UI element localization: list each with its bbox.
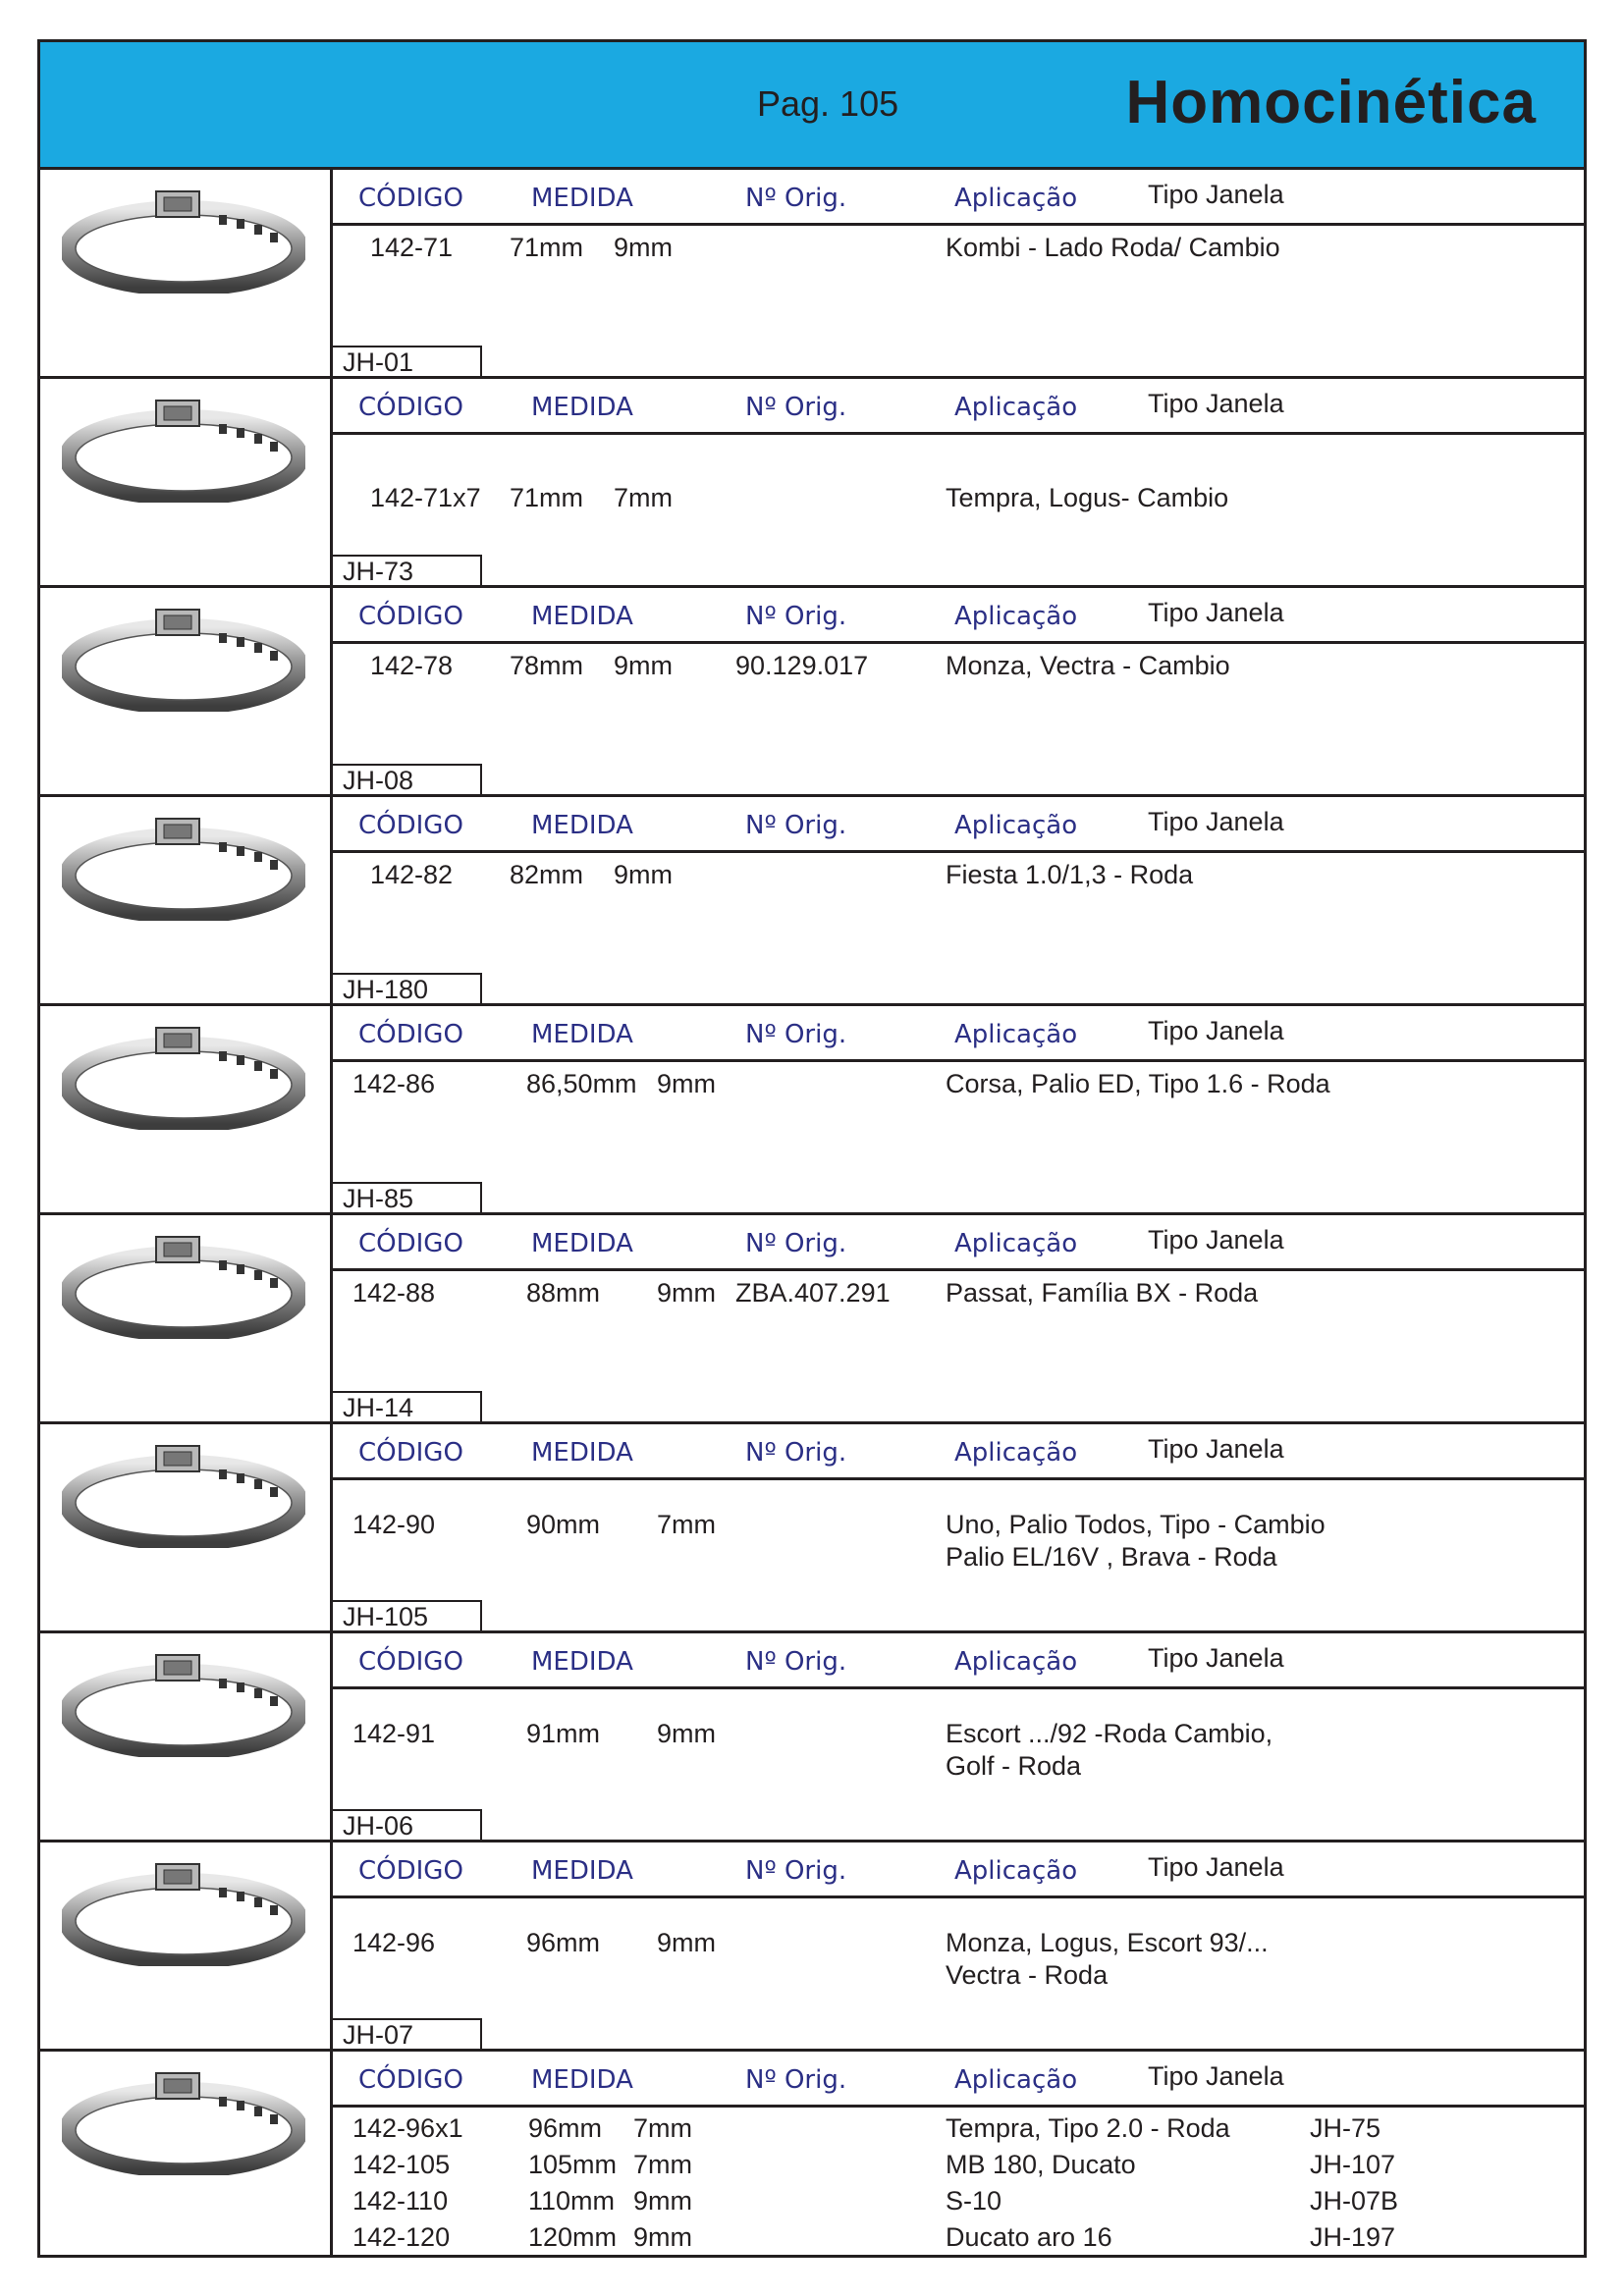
aplicacao-value: Corsa, Palio ED, Tipo 1.6 - Roda <box>946 1069 1330 1098</box>
column-orig: Nº Orig. <box>745 1856 847 1886</box>
codigo-value: 142-120 <box>352 2222 451 2252</box>
column-medida: MEDIDA <box>531 2065 633 2095</box>
codigo-value: 142-71x7 <box>370 483 481 512</box>
column-orig: Nº Orig. <box>745 184 847 213</box>
column-tipo-janela: Tipo Janela <box>1148 1225 1284 1255</box>
aplicacao-value-2: Palio EL/16V , Brava - Roda <box>946 1542 1277 1572</box>
column-orig: Nº Orig. <box>745 811 847 840</box>
codigo-value: 142-105 <box>352 2150 451 2179</box>
page-number: Pag. 105 <box>757 83 899 124</box>
tipo-janela-code: JH-73 <box>333 555 482 585</box>
codigo-value: 142-96x1 <box>352 2113 463 2143</box>
column-header-row <box>333 1215 1584 1271</box>
column-orig: Nº Orig. <box>745 1647 847 1677</box>
column-tipo-janela: Tipo Janela <box>1148 1434 1284 1464</box>
product-image <box>40 379 333 585</box>
column-aplicacao: Aplicação <box>954 1229 1078 1258</box>
column-codigo: CÓDIGO <box>358 1438 463 1468</box>
column-codigo: CÓDIGO <box>358 1229 463 1258</box>
tipo-janela-code: JH-01 <box>333 346 482 376</box>
product-image <box>40 1006 333 1212</box>
aplicacao-value: Ducato aro 16 <box>946 2222 1112 2252</box>
aplicacao-value: Escort .../92 -Roda Cambio, <box>946 1719 1273 1748</box>
codigo-value: 142-88 <box>352 1278 436 1308</box>
hose-clamp-icon <box>62 1649 305 1757</box>
column-aplicacao: Aplicação <box>954 811 1078 840</box>
column-codigo: CÓDIGO <box>358 393 463 422</box>
codigo-value: 142-110 <box>352 2186 449 2216</box>
tipo-janela-code: JH-107 <box>1310 2150 1396 2179</box>
tipo-janela-code: JH-180 <box>333 973 482 1003</box>
codigo-value: 142-78 <box>370 651 454 680</box>
column-aplicacao: Aplicação <box>954 184 1078 213</box>
column-tipo-janela: Tipo Janela <box>1148 1016 1284 1045</box>
medida-value: 110mm <box>528 2186 616 2216</box>
column-tipo-janela: Tipo Janela <box>1148 2061 1284 2091</box>
hose-clamp-icon <box>62 2067 305 2175</box>
column-orig: Nº Orig. <box>745 1020 847 1049</box>
codigo-value: 142-90 <box>352 1510 436 1539</box>
column-aplicacao: Aplicação <box>954 1020 1078 1049</box>
largura-value: 9mm <box>633 2186 692 2216</box>
column-medida: MEDIDA <box>531 811 633 840</box>
column-tipo-janela: Tipo Janela <box>1148 389 1284 418</box>
column-medida: MEDIDA <box>531 1229 633 1258</box>
column-tipo-janela: Tipo Janela <box>1148 807 1284 836</box>
table-row <box>40 170 1584 379</box>
column-medida: MEDIDA <box>531 602 633 631</box>
medida-value: 90mm <box>526 1510 601 1539</box>
tipo-janela-code: JH-08 <box>333 764 482 794</box>
tipo-janela-code: JH-07B <box>1310 2186 1399 2216</box>
orig-value: ZBA.407.291 <box>735 1278 891 1308</box>
column-header-row <box>333 1633 1584 1689</box>
codigo-value: 142-96 <box>352 1928 436 1957</box>
table-row <box>40 588 1584 797</box>
column-aplicacao: Aplicação <box>954 393 1078 422</box>
product-image <box>40 797 333 1003</box>
column-medida: MEDIDA <box>531 1020 633 1049</box>
tipo-janela-code: JH-85 <box>333 1182 482 1212</box>
product-image <box>40 1424 333 1630</box>
page-title: Homocinética <box>1125 69 1537 136</box>
medida-value: 96mm <box>526 1928 601 1957</box>
aplicacao-value: Tempra, Tipo 2.0 - Roda <box>946 2113 1230 2143</box>
largura-value: 9mm <box>614 651 673 680</box>
medida-value: 86,50mm <box>526 1069 637 1098</box>
table-row <box>40 1842 1584 2052</box>
column-codigo: CÓDIGO <box>358 1647 463 1677</box>
column-codigo: CÓDIGO <box>358 1856 463 1886</box>
column-aplicacao: Aplicação <box>954 1647 1078 1677</box>
largura-value: 9mm <box>633 2222 692 2252</box>
aplicacao-value: Monza, Vectra - Cambio <box>946 651 1230 680</box>
table-row <box>40 1215 1584 1424</box>
aplicacao-value-2: Golf - Roda <box>946 1751 1082 1781</box>
column-aplicacao: Aplicação <box>954 1856 1078 1886</box>
largura-value: 7mm <box>614 483 673 512</box>
medida-value: 78mm <box>510 651 584 680</box>
product-image <box>40 170 333 376</box>
largura-value: 9mm <box>657 1928 716 1957</box>
column-medida: MEDIDA <box>531 184 633 213</box>
column-header-row <box>333 170 1584 226</box>
table-row <box>40 2052 1584 2255</box>
product-image <box>40 1842 333 2049</box>
aplicacao-value: Tempra, Logus- Cambio <box>946 483 1229 512</box>
tipo-janela-code: JH-105 <box>333 1600 482 1630</box>
aplicacao-value: Kombi - Lado Roda/ Cambio <box>946 233 1280 262</box>
hose-clamp-icon <box>62 395 305 503</box>
medida-value: 71mm <box>510 233 584 262</box>
column-codigo: CÓDIGO <box>358 602 463 631</box>
hose-clamp-icon <box>62 604 305 712</box>
aplicacao-value: Passat, Família BX - Roda <box>946 1278 1259 1308</box>
tipo-janela-code: JH-14 <box>333 1391 482 1421</box>
codigo-value: 142-71 <box>370 233 454 262</box>
page-header <box>40 42 1584 170</box>
table-row <box>40 797 1584 1006</box>
largura-value: 7mm <box>633 2150 692 2179</box>
hose-clamp-icon <box>62 1231 305 1339</box>
catalog-page <box>37 39 1587 2258</box>
hose-clamp-icon <box>62 813 305 921</box>
orig-value: 90.129.017 <box>735 651 869 680</box>
column-orig: Nº Orig. <box>745 2065 847 2095</box>
column-orig: Nº Orig. <box>745 393 847 422</box>
column-header-row <box>333 1842 1584 1898</box>
product-image <box>40 1633 333 1840</box>
column-tipo-janela: Tipo Janela <box>1148 1643 1284 1673</box>
aplicacao-value: Monza, Logus, Escort 93/... <box>946 1928 1269 1957</box>
medida-value: 120mm <box>528 2222 618 2252</box>
medida-value: 105mm <box>528 2150 618 2179</box>
tipo-janela-code: JH-75 <box>1310 2113 1381 2143</box>
column-medida: MEDIDA <box>531 1856 633 1886</box>
column-orig: Nº Orig. <box>745 602 847 631</box>
column-header-row <box>333 588 1584 644</box>
codigo-value: 142-86 <box>352 1069 436 1098</box>
table-row <box>40 1006 1584 1215</box>
column-codigo: CÓDIGO <box>358 184 463 213</box>
hose-clamp-icon <box>62 1022 305 1130</box>
column-tipo-janela: Tipo Janela <box>1148 598 1284 627</box>
largura-value: 9mm <box>614 860 673 889</box>
medida-value: 91mm <box>526 1719 601 1748</box>
tipo-janela-code: JH-197 <box>1310 2222 1396 2252</box>
largura-value: 7mm <box>657 1510 716 1539</box>
aplicacao-value: Uno, Palio Todos, Tipo - Cambio <box>946 1510 1326 1539</box>
column-header-row <box>333 379 1584 435</box>
product-image <box>40 2052 333 2255</box>
product-image <box>40 1215 333 1421</box>
table-row <box>40 1633 1584 1842</box>
largura-value: 9mm <box>657 1278 716 1308</box>
codigo-value: 142-82 <box>370 860 454 889</box>
column-codigo: CÓDIGO <box>358 1020 463 1049</box>
medida-value: 82mm <box>510 860 584 889</box>
product-image <box>40 588 333 794</box>
medida-value: 71mm <box>510 483 584 512</box>
column-orig: Nº Orig. <box>745 1229 847 1258</box>
column-medida: MEDIDA <box>531 1438 633 1468</box>
column-aplicacao: Aplicação <box>954 1438 1078 1468</box>
column-tipo-janela: Tipo Janela <box>1148 1852 1284 1882</box>
medida-value: 88mm <box>526 1278 601 1308</box>
column-aplicacao: Aplicação <box>954 602 1078 631</box>
column-tipo-janela: Tipo Janela <box>1148 180 1284 209</box>
medida-value: 96mm <box>528 2113 603 2143</box>
column-medida: MEDIDA <box>531 1647 633 1677</box>
largura-value: 7mm <box>633 2113 692 2143</box>
largura-value: 9mm <box>657 1719 716 1748</box>
aplicacao-value: MB 180, Ducato <box>946 2150 1136 2179</box>
column-header-row <box>333 1424 1584 1480</box>
aplicacao-value-2: Vectra - Roda <box>946 1960 1109 1990</box>
column-header-row <box>333 2052 1584 2108</box>
column-codigo: CÓDIGO <box>358 2065 463 2095</box>
table-row <box>40 379 1584 588</box>
column-medida: MEDIDA <box>531 393 633 422</box>
aplicacao-value: S-10 <box>946 2186 1002 2216</box>
column-header-row <box>333 1006 1584 1062</box>
table-row <box>40 1424 1584 1633</box>
aplicacao-value: Fiesta 1.0/1,3 - Roda <box>946 860 1194 889</box>
column-codigo: CÓDIGO <box>358 811 463 840</box>
column-orig: Nº Orig. <box>745 1438 847 1468</box>
column-aplicacao: Aplicação <box>954 2065 1078 2095</box>
hose-clamp-icon <box>62 1858 305 1966</box>
largura-value: 9mm <box>657 1069 716 1098</box>
hose-clamp-icon <box>62 1440 305 1548</box>
tipo-janela-code: JH-06 <box>333 1809 482 1840</box>
tipo-janela-code: JH-07 <box>333 2018 482 2049</box>
codigo-value: 142-91 <box>352 1719 436 1748</box>
column-header-row <box>333 797 1584 853</box>
hose-clamp-icon <box>62 186 305 294</box>
largura-value: 9mm <box>614 233 673 262</box>
